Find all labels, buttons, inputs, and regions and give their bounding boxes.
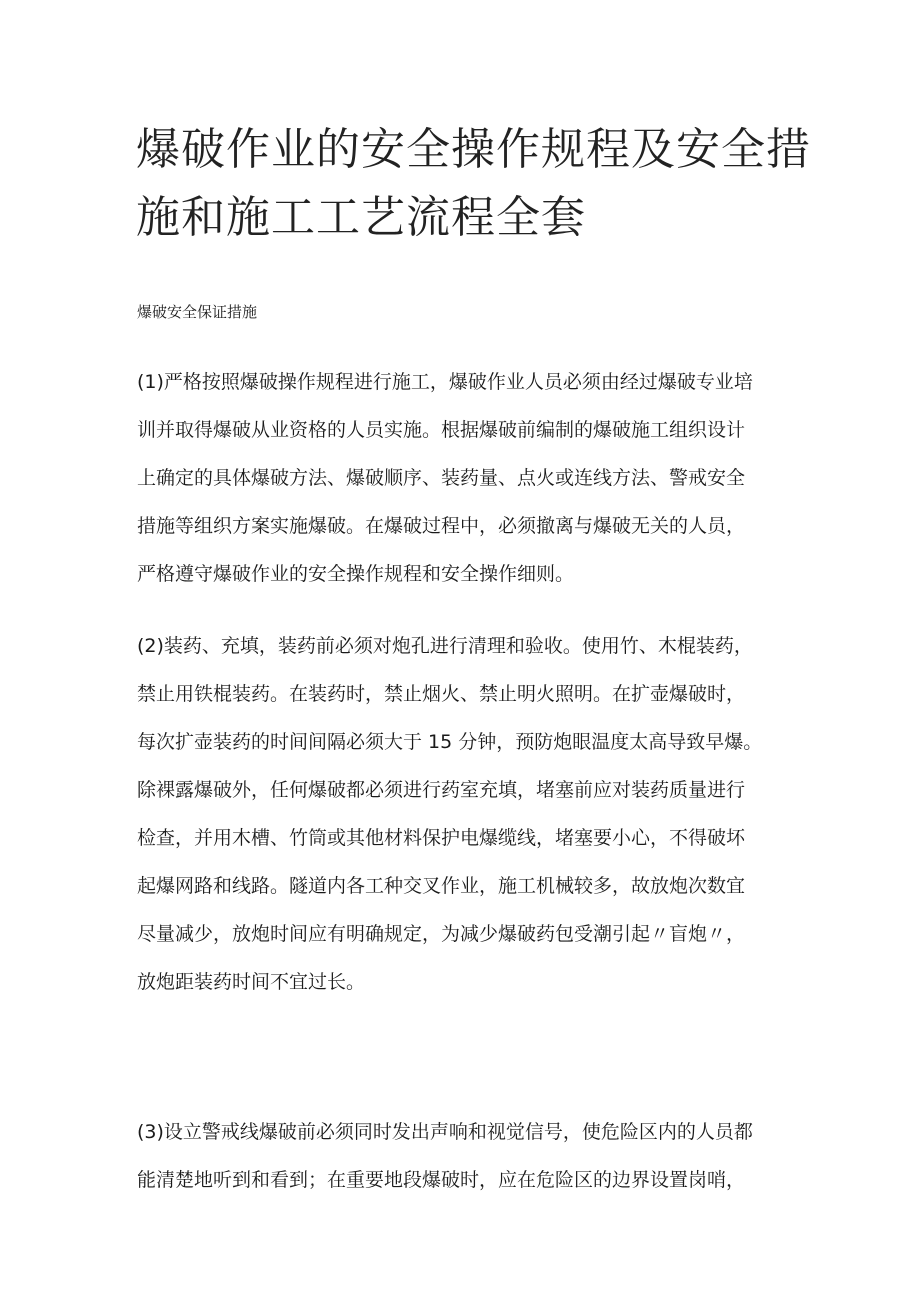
paragraph-1: [137, 358, 807, 598]
title-line: 施和施工工艺流程全套: [136, 192, 586, 243]
text-line: 检查，并用木槽、竹筒或其他材料保护电爆缆线，堵塞要小心，不得破坏: [137, 827, 746, 849]
text-line: 措施等组织方案实施爆破。在爆破过程中，必须撤离与爆破无关的人员，: [137, 515, 746, 537]
text-line: (2)装药、充填，装药前必须对炮孔进行清理和验收。使用竹、木棍装药，: [137, 635, 753, 657]
text-line: 放炮距装药时间不宜过长。: [137, 971, 366, 993]
text-line: 除裸露爆破外，任何爆破都必须进行药室充填，堵塞前应对装药质量进行: [137, 779, 746, 801]
text-line: 每次扩壶装药的时间间隔必须大于 15 分钟，预防炮眼温度太高导致早爆。: [137, 731, 763, 753]
paragraph-2: [137, 622, 807, 1006]
text-line: 上确定的具体爆破方法、爆破顺序、装药量、点火或连线方法、警戒安全: [137, 467, 746, 489]
text-line: (1)严格按照爆破操作规程进行施工，爆破作业人员必须由经过爆破专业培: [137, 371, 753, 393]
text-line: 训并取得爆破从业资格的人员实施。根据爆破前编制的爆破施工组织设计: [137, 419, 746, 441]
section-heading: 爆破安全保证措施: [137, 303, 258, 321]
text-line: 禁止用铁棍装药。在装药时，禁止烟火、禁止明火照明。在扩壶爆破时，: [137, 683, 746, 705]
text-line: 严格遵守爆破作业的安全操作规程和安全操作细则。: [137, 563, 575, 585]
text-line: (3)设立警戒线爆破前必须同时发出声响和视觉信号，使危险区内的人员都: [137, 1121, 753, 1143]
text-line: 起爆网路和线路。隧道内各工种交叉作业，施工机械较多，故放炮次数宜: [137, 875, 746, 897]
text-line: 能清楚地听到和看到；在重要地段爆破时，应在危险区的边界设置岗哨，: [137, 1169, 746, 1191]
paragraph-3: [137, 1108, 807, 1204]
document-title: [136, 116, 811, 252]
text-line: 尽量减少，放炮时间应有明确规定，为减少爆破药包受潮引起〃盲炮〃，: [137, 923, 746, 945]
title-line: 爆破作业的安全操作规程及安全措: [136, 124, 811, 175]
